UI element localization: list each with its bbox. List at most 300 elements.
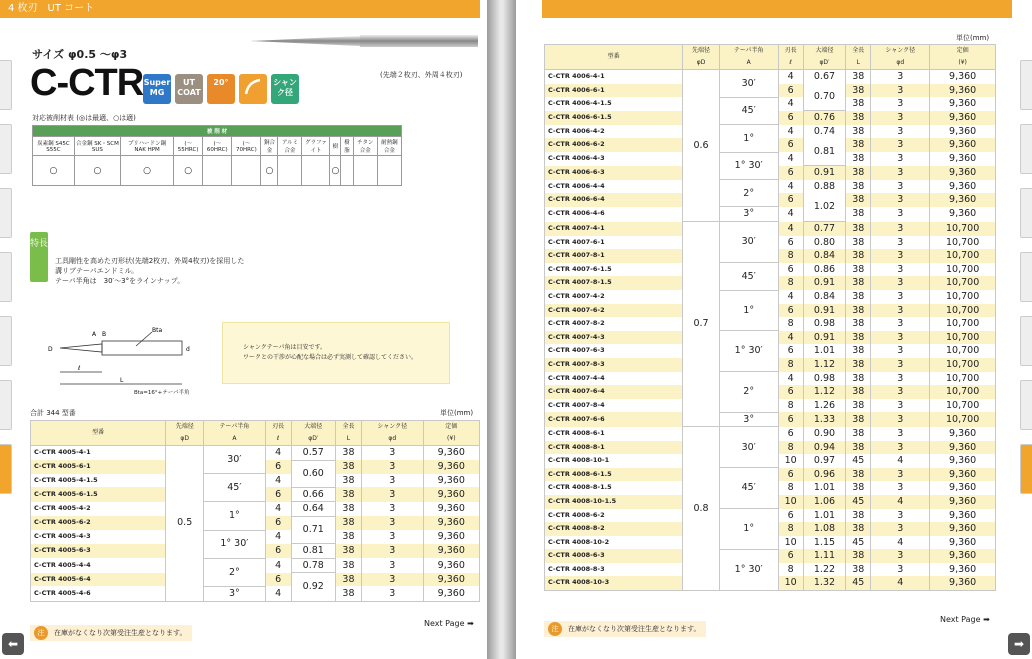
compat-column-header: 樹 [330,137,341,156]
compat-mark: ○ [174,156,203,186]
model-number: C-CTR 4006-6-1 [545,84,683,98]
compat-caption: 対応被削材表 (◎は最適、○は適) [32,114,136,122]
flute-length: 6 [778,427,803,441]
model-number: C-CTR 4008-10-2 [545,536,683,550]
model-number: C-CTR 4006-6-3 [545,166,683,180]
shank-diameter: 3 [871,549,930,563]
column-symbol: φD [696,59,706,66]
column-symbol: L [856,59,860,66]
feature-line: 溝リブテーパエンドミル。 [55,267,139,275]
taper-angle: 45′ [719,468,778,509]
shank-diameter: 3 [362,460,424,474]
large-diameter: 0.64 [291,502,335,517]
side-tab[interactable] [0,252,12,302]
table-row [545,427,996,441]
overall-length: 38 [846,249,871,263]
flute-length: 6 [265,544,291,559]
shank-diameter: 3 [871,166,930,180]
price: 9,360 [930,138,996,152]
large-diameter: 0.60 [291,460,335,487]
model-number: C-CTR 4006-4-1 [545,70,683,84]
price: 10,700 [930,317,996,331]
model-number: C-CTR 4007-6-2 [545,304,683,318]
large-diameter: 0.74 [803,125,845,139]
table-row [31,474,480,488]
label-a: A [92,331,97,338]
price: 9,360 [930,509,996,523]
model-number: C-CTR 4005-4-4 [31,558,166,573]
table-row [545,468,996,482]
overall-length: 38 [335,586,361,601]
model-number: C-CTR 4006-4-4 [545,180,683,194]
overall-length: 45 [846,495,871,509]
model-number: C-CTR 4007-4-1 [545,222,683,236]
model-number: C-CTR 4007-6-1.5 [545,263,683,277]
shank-diameter: 3 [871,236,930,250]
price: 10,700 [930,276,996,290]
overall-length: 38 [846,166,871,180]
price: 9,360 [930,481,996,495]
side-tab[interactable] [0,380,12,430]
overall-length: 38 [846,549,871,563]
book-gutter [487,0,516,659]
flute-length: 8 [778,563,803,577]
large-diameter: 0.91 [803,276,845,290]
shank-diameter: 3 [871,385,930,399]
model-number: C-CTR 4006-4-6 [545,207,683,222]
shank-diameter: 3 [871,125,930,139]
model-number: C-CTR 4006-4-3 [545,152,683,166]
taper-angle: 1° [719,290,778,331]
shank-diameter: 3 [362,474,424,488]
helix-angle-badge: 20° [207,74,235,104]
table-row [545,331,996,345]
flute-length: 6 [265,460,291,474]
overall-length: 38 [846,207,871,222]
spec-column-header [31,421,166,446]
side-tab-active[interactable] [0,444,12,494]
flute-length: 8 [778,481,803,495]
tip-diameter: 0.6 [683,70,719,222]
large-diameter: 0.57 [291,446,335,461]
large-diameter: 1.15 [803,536,845,550]
overall-length: 38 [846,331,871,345]
table-row [545,412,996,427]
compat-mark [302,156,330,186]
column-symbol: (¥) [958,59,967,66]
large-diameter: 1.33 [803,412,845,427]
spec-column-header [166,421,204,446]
column-name: シャンク径 [885,47,916,54]
overall-length: 38 [846,84,871,98]
overall-length: 38 [335,460,361,474]
taper-shape-badge [239,74,267,104]
model-number: C-CTR 4006-6-4 [545,193,683,207]
compat-column-header: 樹脂 [341,137,353,156]
price: 9,360 [930,152,996,166]
flute-length: 6 [778,509,803,523]
overall-length: 38 [335,474,361,488]
model-number: C-CTR 4007-8-1.5 [545,276,683,290]
shank-diameter: 3 [871,152,930,166]
shank-diameter: 3 [871,509,930,523]
flute-length: 4 [778,125,803,139]
compat-mark [232,156,261,186]
overall-length: 38 [335,530,361,544]
price: 9,360 [930,84,996,98]
unit-label: 単位(mm) [956,34,990,42]
overall-length: 38 [846,509,871,523]
side-tab[interactable] [0,188,12,238]
overall-length: 38 [846,304,871,318]
compat-column-header: アルミ合金 [278,137,302,156]
taper-angle: 1° 30′ [719,152,778,180]
note-line: ワークとの干渉が心配な場合は必ず実測して確認してください。 [243,354,418,361]
compat-mark [341,156,353,186]
overall-length: 45 [846,576,871,590]
large-diameter: 0.78 [291,558,335,573]
compat-mark: ○ [261,156,278,186]
flute-length: 6 [778,236,803,250]
large-diameter: 0.76 [803,111,845,125]
spec-column-header [423,421,479,446]
flute-length: 4 [778,331,803,345]
flute-length: 6 [778,344,803,358]
large-diameter: 0.84 [803,249,845,263]
price: 9,360 [423,487,479,502]
flute-length: 10 [778,536,803,550]
column-symbol: (¥) [447,435,456,442]
stock-note-text: 在庫がなくなり次第受注生産となります。 [54,629,187,637]
shank-diameter: 4 [871,576,930,590]
model-number: C-CTR 4005-6-3 [31,544,166,559]
spec-column-header [291,421,335,446]
price: 10,700 [930,263,996,277]
price: 9,360 [930,207,996,222]
page-header-bar: 4 枚刃 UT コート [0,0,480,18]
flute-length: 4 [265,530,291,544]
spec-column-header [265,421,291,446]
compat-mark [203,156,232,186]
flute-length: 6 [778,385,803,399]
column-name: 大端径 [304,423,323,430]
super-mg-badge: Super MG [143,74,171,104]
overall-length: 38 [846,522,871,536]
column-name: 全長 [852,47,865,54]
overall-length: 38 [846,468,871,482]
next-page-link[interactable]: Next Page ➡ [424,619,474,628]
flute-note: (先端２枚刃、外周４枚刃) [380,71,463,79]
table-row [31,530,480,544]
overall-length: 38 [846,290,871,304]
flute-length: 6 [778,412,803,427]
flute-length: 6 [265,516,291,530]
overall-length: 38 [335,516,361,530]
price: 10,700 [930,344,996,358]
table-row [545,97,996,111]
side-tab[interactable] [1020,380,1032,430]
column-name: 定価 [445,423,458,430]
column-name: テーパ半角 [733,47,764,54]
side-tab[interactable] [0,60,12,110]
price: 9,360 [930,427,996,441]
price: 9,360 [930,166,996,180]
model-number: C-CTR 4008-10-1.5 [545,495,683,509]
price: 9,360 [930,70,996,84]
model-number: C-CTR 4005-6-2 [31,516,166,530]
large-diameter: 0.77 [803,222,845,236]
column-symbol: A [232,435,237,442]
flute-length: 8 [778,358,803,372]
flute-length: 4 [265,586,291,601]
taper-angle: 45′ [719,263,778,290]
compat-column-header: 銅合金 [261,137,278,156]
large-diameter: 0.98 [803,372,845,386]
shank-diameter: 3 [871,481,930,495]
feature-line: テーパ半角は 30′〜3°をラインナップ。 [55,277,185,285]
flute-length: 6 [778,304,803,318]
model-number: C-CTR 4006-6-2 [545,138,683,152]
shank-diameter: 3 [871,97,930,111]
shank-diameter: 3 [362,487,424,502]
large-diameter: 0.66 [291,487,335,502]
next-page-arrow-icon[interactable]: ➡ [1008,633,1030,655]
spec-column-header [204,421,265,446]
price: 9,360 [930,495,996,509]
flute-length: 10 [778,454,803,468]
overall-length: 38 [846,125,871,139]
large-diameter: 1.11 [803,549,845,563]
label-l: ℓ [78,365,81,372]
side-tab[interactable] [1020,124,1032,174]
side-tab[interactable] [0,124,12,174]
spec-table-right [544,44,996,591]
model-number: C-CTR 4008-8-3 [545,563,683,577]
column-symbol: φD′ [819,59,830,66]
overall-length: 38 [846,399,871,413]
large-diameter: 0.98 [803,317,845,331]
overall-length: 38 [846,385,871,399]
model-number: C-CTR 4006-6-1.5 [545,111,683,125]
stock-note [30,625,192,641]
taper-angle: 30′ [719,427,778,468]
table-row [31,558,480,573]
column-symbol: A [746,59,751,66]
price: 10,700 [930,372,996,386]
column-name: 大端径 [815,47,834,54]
compat-table [32,125,402,186]
compat-mark [278,156,302,186]
side-tab-active[interactable] [1020,444,1032,494]
model-number: C-CTR 4005-4-1.5 [31,474,166,488]
column-symbol: φd [896,59,905,66]
compat-column-header: チタン合金 [353,137,377,156]
taper-angle: 30′ [719,70,778,98]
label-bta: Bta [152,327,163,334]
end-mill-image [250,33,478,49]
table-row [545,125,996,139]
shank-diameter: 3 [871,249,930,263]
side-tab[interactable] [1020,60,1032,110]
model-number: C-CTR 4005-6-4 [31,573,166,587]
model-number: C-CTR 4008-8-2 [545,522,683,536]
price: 9,360 [930,111,996,125]
shank-diameter: 3 [871,358,930,372]
overall-length: 38 [335,544,361,559]
overall-length: 38 [846,222,871,236]
badge-row [143,74,299,104]
model-number: C-CTR 4007-8-1 [545,249,683,263]
table-row [31,502,480,517]
model-number: C-CTR 4007-6-4 [545,385,683,399]
prev-page-arrow-icon[interactable]: ⬅ [2,633,24,655]
column-name: 定価 [956,47,969,54]
model-number: C-CTR 4008-6-2 [545,509,683,523]
model-number: C-CTR 4005-4-1 [31,446,166,461]
price: 9,360 [930,468,996,482]
flute-length: 6 [778,138,803,152]
stock-note [544,621,706,637]
shank-diameter-badge: シャンク径 [271,74,299,104]
shank-diameter: 3 [871,290,930,304]
price: 9,360 [930,576,996,590]
spec-column-header [778,45,803,70]
model-number: C-CTR 4008-8-1 [545,441,683,455]
shank-diameter: 3 [362,516,424,530]
flute-length: 8 [778,399,803,413]
tip-diameter: 0.8 [683,427,719,591]
large-diameter: 1.01 [803,509,845,523]
side-tab[interactable] [0,316,12,366]
shank-diameter: 4 [871,495,930,509]
table-row [545,152,996,166]
side-tab[interactable] [1020,188,1032,238]
spec-header-row [545,45,996,70]
large-diameter: 0.86 [803,263,845,277]
overall-length: 38 [335,502,361,517]
price: 10,700 [930,331,996,345]
taper-angle: 1° [719,509,778,550]
price: 9,360 [930,536,996,550]
price: 9,360 [423,544,479,559]
compat-column-header: 合金鋼 SK・SCM SUS [74,137,120,156]
compat-mark: ○ [330,156,341,186]
next-page-link[interactable]: Next Page ➡ [940,615,990,624]
price: 10,700 [930,399,996,413]
large-diameter: 0.84 [803,290,845,304]
shank-diameter: 3 [871,372,930,386]
page-header-bar [542,0,1012,18]
overall-length: 38 [846,427,871,441]
table-row [545,290,996,304]
price: 9,360 [930,193,996,207]
taper-angle: 3° [204,586,265,601]
large-diameter: 1.06 [803,495,845,509]
model-number: C-CTR 4008-6-3 [545,549,683,563]
large-diameter: 1.26 [803,399,845,413]
taper-angle: 1° [719,125,778,152]
overall-length: 38 [335,487,361,502]
stock-note-text: 在庫がなくなり次第受注生産となります。 [568,625,701,633]
large-diameter: 0.80 [803,236,845,250]
table-row [545,509,996,523]
taper-angle: 3° [719,412,778,427]
table-row [31,586,480,601]
large-diameter: 0.91 [803,331,845,345]
large-diameter: 1.02 [803,193,845,221]
flute-length: 4 [778,152,803,166]
taper-angle: 30′ [204,446,265,474]
shank-diameter: 3 [362,573,424,587]
model-number: C-CTR 4006-4-2 [545,125,683,139]
shank-diameter: 3 [871,563,930,577]
column-name: 型番 [607,53,620,60]
large-diameter: 0.67 [803,70,845,84]
compat-group-header: 被 削 材 [33,126,402,137]
price: 9,360 [423,530,479,544]
spec-column-header [683,45,719,70]
compat-column-header: グラファイト [302,137,330,156]
shank-diameter: 3 [871,111,930,125]
shank-diameter: 3 [871,331,930,345]
left-page [0,0,487,659]
model-number: C-CTR 4005-4-6 [31,586,166,601]
shank-diameter: 3 [871,84,930,98]
side-tab[interactable] [1020,252,1032,302]
left-side-tabs [0,60,12,508]
column-name: 型番 [92,429,105,436]
overall-length: 38 [846,441,871,455]
overall-length: 45 [846,454,871,468]
price: 10,700 [930,249,996,263]
compat-column-header: 耐熱鋼合金 [377,137,401,156]
shank-diameter: 3 [871,399,930,413]
model-number: C-CTR 4007-6-3 [545,344,683,358]
flute-length: 8 [778,249,803,263]
feature-line: 工具剛性を高めた刃形状(先端2枚刃、外周4枚刃)を採用した [55,257,245,265]
overall-length: 38 [846,138,871,152]
shank-diameter: 3 [871,180,930,194]
overall-length: 38 [846,358,871,372]
overall-length: 38 [846,70,871,84]
table-row [545,180,996,194]
price: 9,360 [423,460,479,474]
large-diameter: 0.81 [803,138,845,165]
price: 10,700 [930,222,996,236]
taper-angle: 1° [204,502,265,530]
overall-length: 38 [846,152,871,166]
column-name: テーパ半角 [219,423,250,430]
shank-diameter: 3 [871,138,930,152]
shank-diameter: 3 [362,558,424,573]
label-d-shank: d [186,346,190,353]
compat-column-header: 炭素鋼 S45C S55C [33,137,75,156]
large-diameter: 0.71 [291,516,335,543]
flute-length: 6 [778,193,803,207]
price: 10,700 [930,290,996,304]
shank-diameter: 4 [871,536,930,550]
model-number: C-CTR 4008-8-1.5 [545,481,683,495]
label-L: L [120,377,124,384]
side-tab[interactable] [1020,316,1032,366]
overall-length: 38 [846,276,871,290]
overall-length: 38 [846,193,871,207]
column-symbol: ℓ [276,435,280,442]
taper-angle: 45′ [204,474,265,502]
price: 10,700 [930,385,996,399]
model-number: C-CTR 4007-8-2 [545,317,683,331]
price: 9,360 [930,549,996,563]
